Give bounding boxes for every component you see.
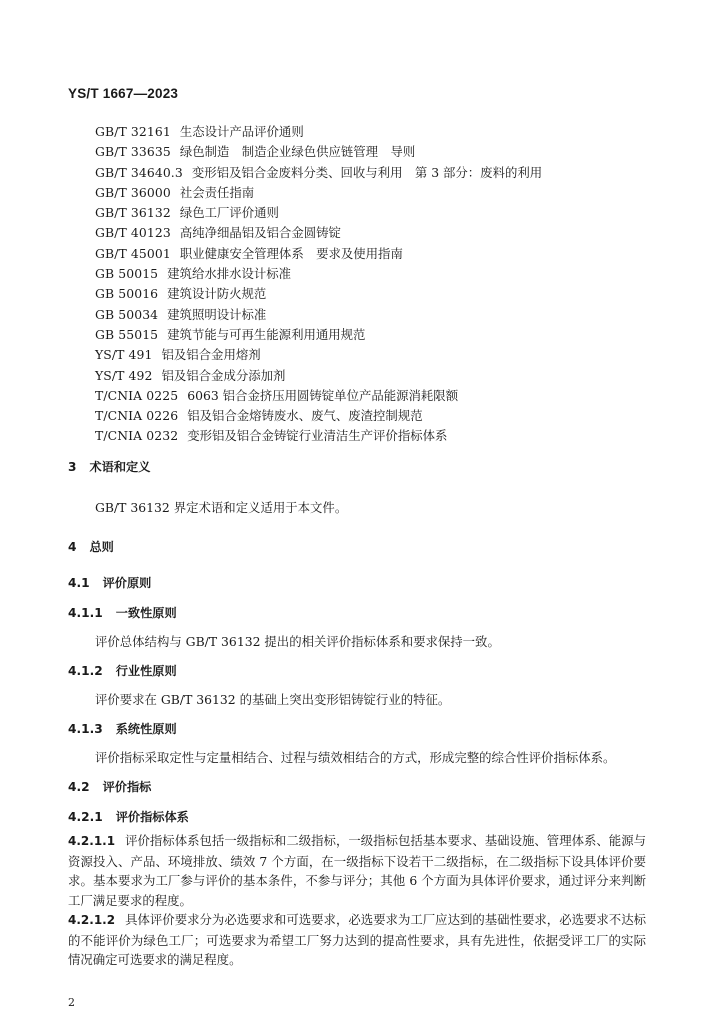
reference-item <box>95 345 542 365</box>
reference-title: 铝及铝合金成分添加剂 <box>161 367 286 383</box>
reference-code: GB/T 32161 <box>95 124 171 139</box>
reference-code: GB 50016 <box>95 286 159 302</box>
section-3-text: GB/T 36132 界定术语和定义适用于本文件。 <box>95 500 348 515</box>
reference-item <box>95 264 542 284</box>
reference-title: 绿色制造 制造企业绿色供应链管理 导则 <box>179 144 416 160</box>
reference-title: 高纯净细晶铝及铝合金圆铸锭 <box>179 225 341 241</box>
section-number: 4.1.3 <box>68 722 103 736</box>
reference-code: GB 50034 <box>95 306 159 322</box>
reference-code: GB/T 33635 <box>95 144 171 160</box>
reference-code: YS/T 492 <box>95 367 153 383</box>
page-number: 2 <box>68 996 75 1009</box>
section-heading-3 <box>68 458 150 475</box>
section-title: 评价指标 <box>102 780 152 794</box>
reference-code: GB/T 36132 <box>95 205 171 221</box>
reference-code: GB 50015 <box>95 266 159 282</box>
section-heading-4-1-2 <box>68 662 177 679</box>
reference-item <box>95 426 542 446</box>
reference-item <box>95 305 542 325</box>
reference-title: 绿色工厂评价通则 <box>179 205 279 221</box>
reference-item <box>95 163 542 183</box>
section-number: 4.1.2 <box>68 664 103 678</box>
reference-title: 铝及铝合金熔铸废水、废气、废渣控制规范 <box>187 408 423 424</box>
reference-title: 6063 铝合金挤压用圆铸锭单位产品能源消耗限额 <box>187 387 459 403</box>
section-heading-4-2-1 <box>68 808 189 825</box>
reference-title: 建筑设计防火规范 <box>167 286 267 302</box>
section-title: 行业性原则 <box>115 664 177 678</box>
clause-number: 4.2.1.2 <box>68 913 116 927</box>
clause-4-2-1-1 <box>68 831 646 910</box>
section-title: 总则 <box>89 540 114 554</box>
reference-title: 建筑照明设计标准 <box>167 306 267 322</box>
reference-item <box>95 122 542 142</box>
section-title: 评价原则 <box>102 576 152 590</box>
reference-item <box>95 406 542 426</box>
section-number: 4.2 <box>68 780 90 794</box>
section-number: 4.2.1 <box>68 810 103 824</box>
section-heading-4-2 <box>68 778 151 795</box>
reference-item <box>95 203 542 223</box>
section-title: 术语和定义 <box>89 460 151 474</box>
reference-item <box>95 183 542 203</box>
section-number: 4.1.1 <box>68 606 103 620</box>
reference-code: T/CNIA 0226 <box>95 408 179 424</box>
reference-code: T/CNIA 0232 <box>95 428 179 444</box>
clause-text: 评价指标体系包括一级指标和二级指标，一级指标包括基本要求、基础设施、管理体系、能源与资源投入、产品、环境排放、绩效 7 个方面，在一级指标下设若干二级指标，在二级指标下设具体评价要求。基本要求为工厂参与评价的基本条件，不参与评分；其他 6 个方面为具体评价要求，通过评分来判断工厂满足要求的程度。 <box>68 833 646 908</box>
normative-references-list <box>95 122 542 447</box>
section-heading-4-1 <box>68 574 151 591</box>
section-number: 3 <box>68 460 77 474</box>
reference-title: 变形铝及铝合金废料分类、回收与利用 第 3 部分：废料的利用 <box>191 164 543 180</box>
reference-title: 铝及铝合金用熔剂 <box>161 347 261 363</box>
section-title: 评价指标体系 <box>115 810 189 824</box>
reference-title: 变形铝及铝合金铸锭行业清洁生产评价指标体系 <box>187 428 448 444</box>
reference-item <box>95 223 542 243</box>
reference-title: 建筑给水排水设计标准 <box>167 266 292 282</box>
section-title: 一致性原则 <box>115 606 177 620</box>
reference-code: T/CNIA 0225 <box>95 387 179 403</box>
reference-title: 生态设计产品评价通则 <box>179 124 304 139</box>
reference-item <box>95 325 542 345</box>
reference-code: GB/T 34640.3 <box>95 164 183 180</box>
section-number: 4.1 <box>68 576 90 590</box>
reference-item <box>95 386 542 406</box>
reference-title: 社会责任指南 <box>179 184 255 200</box>
reference-item <box>95 244 542 264</box>
reference-item <box>95 142 542 162</box>
clause-number: 4.2.1.1 <box>68 834 116 848</box>
reference-code: GB/T 36000 <box>95 184 171 200</box>
reference-code: GB/T 40123 <box>95 225 171 241</box>
section-heading-4 <box>68 538 114 555</box>
section-heading-4-1-3 <box>68 720 177 737</box>
standard-code: YS/T 1667—2023 <box>68 86 179 101</box>
reference-item <box>95 366 542 386</box>
reference-item <box>95 284 542 304</box>
reference-code: YS/T 491 <box>95 347 153 363</box>
section-4-1-1-text: 评价总体结构与 GB/T 36132 提出的相关评价指标体系和要求保持一致。 <box>95 634 500 649</box>
reference-title: 建筑节能与可再生能源利用通用规范 <box>167 326 366 342</box>
reference-title: 职业健康安全管理体系 要求及使用指南 <box>179 245 403 261</box>
section-heading-4-1-1 <box>68 604 177 621</box>
section-4-1-2-text: 评价要求在 GB/T 36132 的基础上突出变形铝铸锭行业的特征。 <box>95 692 451 707</box>
section-4-1-3-text: 评价指标采取定性与定量相结合、过程与绩效相结合的方式，形成完整的综合性评价指标体系。 <box>95 750 616 765</box>
reference-code: GB/T 45001 <box>95 245 171 261</box>
reference-code: GB 55015 <box>95 326 159 342</box>
clause-text: 具体评价要求分为必选要求和可选要求，必选要求为工厂应达到的基础性要求，必选要求不达标的不能评价为绿色工厂；可选要求为希望工厂努力达到的提高性要求，具有先进性，依据受评工厂的实际情况确定可选要求的满足程度。 <box>68 912 646 968</box>
section-title: 系统性原则 <box>115 722 177 736</box>
section-number: 4 <box>68 540 77 554</box>
clause-4-2-1-2 <box>68 910 646 970</box>
